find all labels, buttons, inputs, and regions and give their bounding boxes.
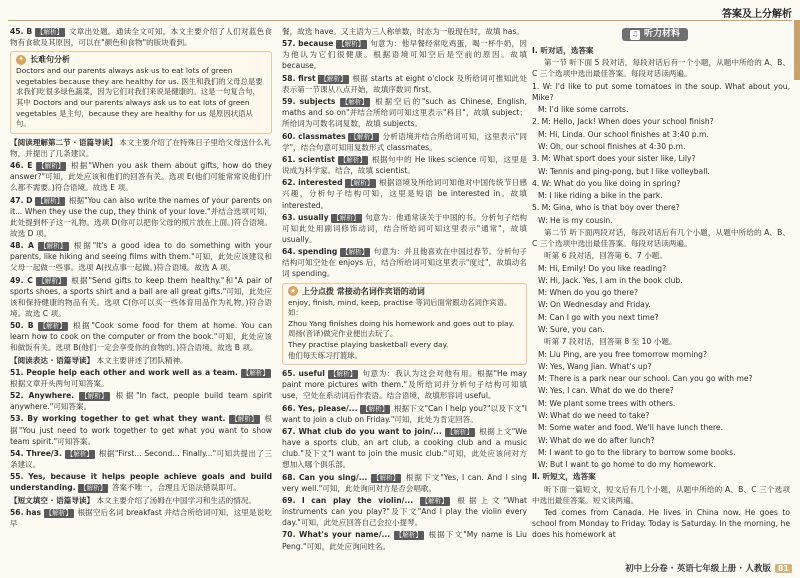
answer-number: 54. (10, 448, 24, 458)
answer-number: 67. (282, 427, 296, 437)
column-middle (282, 26, 527, 556)
box-title (16, 54, 266, 65)
section-text: 本文主要介绍了在特殊日子里给父母送什么礼物，并提出了几条建议。 (10, 137, 272, 158)
answer-number: 62. (282, 178, 296, 188)
long-sentence-box (10, 51, 272, 134)
answer-number: 63. (282, 212, 296, 222)
analysis-tag: 【解析】 (395, 531, 422, 540)
answer-70 (282, 529, 527, 551)
answer-text: 根据下文"My name is Liu Peng."可知，此处应询问姓名。 (282, 530, 527, 551)
answer-key: subjects (299, 97, 336, 107)
listening-banner (622, 28, 688, 41)
box-title-text: 长难句分析 (30, 55, 70, 65)
analysis-tag: 【解析】 (421, 497, 448, 505)
answer-key: Three/3. (26, 448, 62, 458)
section-header-reading (10, 355, 272, 366)
analysis-tag: 【解析】 (333, 213, 360, 222)
answer-key: What club do you want to join/... (298, 427, 442, 437)
answer-number: 48. A (10, 241, 34, 251)
tip-line-5: 他们每天练习打篮球。 (288, 350, 362, 360)
dialogue-7-line-4: W: Yes, I can. What do we do there? (538, 386, 674, 396)
answer-text: 根据"Cook some food for them at home. You can learn how to cook on the computer or from the book."可知，此处应该和做饭有关。选项 B(他们一定会享受你的食物的。)符合语境。故选 B 项。 (10, 321, 272, 353)
tip-line-1: enjoy, finish, mind, keep, practise 等词后面常跟动名词作宾语。如： (288, 297, 512, 318)
answer-key: I can play the violin/... (301, 496, 414, 505)
conversation-3-line-2: W: Tennis and ping-pong, but I like volleyball. (538, 166, 710, 176)
page-number: 81 (775, 564, 792, 573)
answer-key: scientist (298, 154, 335, 164)
answer-number: 45. B (10, 27, 33, 36)
conversation-3-line-1: 3. M: What sport does your sister like, Lily? (532, 154, 696, 164)
answer-text: 根据"You just need to work together to get what you want to show team spirit."可知答案。 (10, 414, 272, 446)
answer-number: 51. (10, 367, 24, 377)
analysis-tag: 【解析】 (341, 98, 368, 107)
answer-67 (282, 426, 527, 470)
answer-55 (10, 471, 272, 493)
answer-number: 61. (282, 154, 296, 164)
tip-line-3: 周扬(音译)做完作业便出去玩了。 (288, 329, 398, 339)
analysis-tag: 【解析】 (350, 132, 377, 141)
answer-number: 57. (282, 39, 296, 49)
section-header-2 (10, 137, 272, 159)
answer-number: 69. (282, 496, 296, 505)
box-title (288, 286, 521, 297)
answer-66 (282, 403, 527, 425)
answer-text: 根据"It's a good idea to do something with your parents, like hiking and seeing films with them."可知，此处应该建议和父母一起做一些事。选项 A(找点事一起做。)符合语境。故选 A 项。 (10, 241, 272, 273)
analysis-tag: 【解析】 (361, 404, 389, 413)
answer-key: useful (298, 369, 325, 379)
answer-text: 根据空后名词 breakfast 并结合所给词可知，这里是说吃早 (10, 507, 272, 528)
answer-51 (10, 367, 272, 389)
answer-68 (282, 472, 527, 494)
answer-key: interested (298, 178, 343, 188)
analysis-tag: 【解析】 (372, 473, 400, 482)
dialogue-6-line-3: M: When do you go there? (538, 288, 638, 298)
dialogue-7-line-2: W: Yes, Wang Jian. What's up? (538, 361, 652, 371)
answer-text: 根据"First... Second... Finally..."可知共提出了三条建议。 (10, 448, 272, 469)
dialogue-6-line-5: M: Can I go with you next time? (538, 312, 659, 322)
answer-number: 53. (10, 414, 24, 424)
answer-text: 根据"You can also write the names of your parents on it... When they use the cup, they think of your love."并结合选项可知，此处提到杯子这一礼物。选项 D(你可以把你父母的照片放在上面。)符合语境。故选 D 项。 (10, 195, 272, 238)
analysis-tag: 【解析】 (36, 28, 64, 36)
answer-number: 47. D (10, 195, 33, 205)
footer (8, 562, 792, 574)
answer-number: 68. (282, 472, 296, 482)
answer-number: 49. C (10, 275, 33, 285)
header-rule (8, 20, 792, 21)
section-label: 【阅读理解第二节 · 语篇导读】 (10, 137, 117, 147)
answer-50 (10, 320, 272, 353)
analysis-tag: 【解析】 (242, 368, 269, 377)
answer-60 (282, 131, 527, 153)
analysis-tag: 【解析】 (320, 74, 347, 83)
dialogue-7-line-5: M: We plant some trees with others. (538, 398, 676, 408)
answer-text: 句意为：他通常读关于中国的书。分析句子结构可知此处用副词修饰动词，结合所给词可知这里表示"通常"，故填 usually。 (282, 212, 527, 244)
answer-61 (282, 154, 527, 176)
section-label: 【短文填空 · 语篇导读】 (10, 495, 95, 505)
analysis-tag: 【解析】 (66, 449, 94, 458)
answer-46 (10, 160, 272, 193)
banner-text: 听力材料 (644, 29, 681, 39)
answer-number: 46. E (10, 161, 33, 171)
tip-line-4: They practise playing basketball every day. (288, 340, 449, 350)
dialogue-7-line-8: W: What do we do after lunch? (538, 435, 655, 445)
footer-text: 初中上分卷 · 英语七年级上册 · 人教版 (625, 564, 771, 574)
lightbulb-icon: ✦ (16, 55, 26, 65)
dialogue-7-title: 听第 7 段对话，回答第 8 至 10 小题。 (544, 337, 677, 347)
analysis-tag: 【解析】 (40, 242, 67, 251)
answer-number: 50. B (10, 321, 34, 331)
answer-48 (10, 240, 272, 273)
answer-key: spending (297, 247, 338, 257)
star-icon: ★ (289, 286, 297, 295)
analysis-tag: 【解析】 (80, 484, 107, 493)
answer-number: 58. (282, 73, 296, 83)
conversation-5-line-1: 5. M: Gina, who is that boy over there? (532, 203, 680, 213)
analysis-tag: 【解析】 (38, 276, 65, 285)
analysis-tag: 【解析】 (329, 370, 357, 379)
conversation-1-line-1: 1. W: I'd like to put some tomatoes in the soup. What about you, Mike? (532, 81, 790, 102)
analysis-tag: 【解析】 (45, 508, 72, 517)
analysis-tag: 【解析】 (38, 162, 65, 171)
dialogue-6-line-1: M: Hi, Emily! Do you like reading? (538, 263, 667, 273)
answer-59 (282, 96, 527, 129)
conversation-4-line-2: M: I like riding a bike in the park. (538, 191, 663, 201)
conversation-2-line-3: W: Oh, our school finishes at 4:30 p.m. (538, 141, 686, 151)
section-1-intro: 第一节 听下面 5 段对话，每段对话后有一个小题，从题中所给的 A、B、C 三个选项中选出最佳答案。每段对话读两遍。 (532, 58, 790, 79)
analysis-tag: 【解析】 (446, 428, 474, 437)
answer-58 (282, 73, 527, 95)
answer-49 (10, 275, 272, 319)
answer-number: 52. (10, 391, 24, 401)
answer-56 (10, 507, 272, 529)
dialogue-6-line-4: W: On Wednesday and Friday. (538, 300, 651, 310)
answer-key: classmates (298, 131, 346, 141)
answer-text: 根据空后的"such as Chinese, English, maths and so on"并结合所给词可知这里表示"科目"，故填 subject；所给词为可数名词复数，故填 subjects。 (282, 97, 527, 129)
dialogue-7-line-1: M: Liu Ping, are you free tomorrow morning? (538, 349, 708, 359)
section-label: 【阅读表达 · 语篇导读】 (10, 355, 95, 365)
answer-text: 根据下文"Can I help you?"以及下文"I want to join a club on Friday."可知，此处为肯定回答。 (282, 403, 527, 424)
answer-text: 根据文章开头两句可知答案。 (10, 378, 109, 388)
answer-key: usually (298, 212, 329, 222)
answer-number: 64. (282, 247, 296, 257)
analysis-tag: 【解析】 (338, 40, 365, 49)
listening-section-1: Ⅰ. 听对话，选答案 (532, 46, 594, 56)
answer-key: Yes, because it helps people achieve goals and build understanding. (10, 472, 272, 493)
section-text: 本文主要介绍了汤姆在中国学习和生活的情况。 (96, 495, 256, 505)
answer-key: Can you sing/... (298, 472, 368, 482)
analysis-tag: 【解析】 (347, 179, 374, 188)
section-header-cloze (10, 495, 272, 506)
dialogue-6-title: 听第 6 段对话，回答第 6、7 小题。 (544, 251, 667, 261)
answer-text: 根据"When you ask them about gifts, how do they answer?"可知，此处应该和他们的回答有关。选项 E(他们可能常常说他们什么都不需要。)符合语境。故选 E 项。 (10, 161, 272, 193)
analysis-tag: 【解析】 (39, 322, 66, 331)
answer-text: 句意为：我认为这会对他有用。根据"He may paint more pictures with them."及所给词并分析句子结构可知填 use，空处在系动词后作表语。结合语境，故填形容词 useful。 (282, 369, 527, 401)
answer-key: What's your name/... (298, 530, 391, 540)
answer-text: 答案不唯一，合理且无语法错误即可。 (111, 483, 241, 493)
answer-text: 根据下文"Yes, I can. And I sing very well."可知，此处询问对方是否会唱歌。 (282, 472, 527, 493)
answer-number: 70. (282, 530, 296, 540)
dialogue-7-line-7: M: Some water and food. We'll have lunch there. (538, 423, 723, 433)
conversation-4-line-1: 4. W: What do you like doing in spring? (532, 178, 681, 188)
headphone-icon: ♫ (631, 30, 639, 38)
answer-52 (10, 390, 272, 412)
answer-text: 分析语境并结合所给词可知，这里表示"同学"，结合句意可知用复数形式 classmates。 (282, 131, 527, 152)
answer-53 (10, 413, 272, 446)
answer-text: 根据上文"We have a sports club, an art club, a cooking club and a music club."及下文"I want to join the music club."可知，此处应该问对方想加入哪个俱乐部。 (282, 427, 527, 470)
answer-text: 根据上文"What instruments can you play?"及下文"And I play the violin every day."可知，此处应回答自己会拉小提琴。 (282, 496, 527, 528)
analysis-tag: 【解析】 (341, 248, 369, 257)
answer-number: 55. (10, 472, 24, 482)
answer-56-cont: 餐，故选 have。又主语为三人称单数，时态为一般现在时，故填 has。 (282, 27, 524, 36)
conversation-2-line-1: 2. M: Hello, Jack! When does your school finish? (532, 117, 714, 127)
section-2-intro: 第二节 听下面两段对话，每段对话后有几个小题，从题中所给的 A、B、C 三个选项中选出最佳答案。每段对话读两遍。 (532, 227, 790, 249)
answer-47 (10, 195, 272, 239)
answer-key: By working together to get what they want. (27, 414, 226, 424)
section-text: 本文主要讲述了团队精神。 (96, 355, 188, 365)
answer-key: Anywhere. (28, 391, 75, 401)
answer-number: 65. (282, 369, 296, 379)
answer-text: 根据"In fact, people build team spirit anywhere."可知答案。 (10, 391, 272, 412)
column-right (532, 26, 790, 556)
answer-45 (10, 26, 272, 48)
column-left (10, 26, 272, 556)
answer-key: People help each other and work well as a team. (26, 367, 238, 377)
answer-64 (282, 246, 527, 279)
analysis-tag: 【解析】 (339, 155, 367, 164)
conversation-2-line-2: M: Hi, Linda. Our school finishes at 3:40 p.m. (538, 129, 709, 139)
answer-text: 句意为：并且他喜欢在中国过春节。分析句子结构可知空处在 enjoys 后，结合所给词可知这里表示"度过"，故填动名词 spending。 (282, 247, 527, 279)
dialogue-7-line-9: M: I want to go to the library to borrow some books. (538, 447, 736, 457)
answer-65 (282, 368, 527, 401)
answer-text: 句意为：他早餐经常吃鸡蛋，喝一杯牛奶，因为他认为它们很健康。根据语境可知空后是空前的原因。故填 because。 (282, 39, 527, 71)
analysis-tag: 【解析】 (231, 415, 258, 424)
answer-number: 56. (10, 507, 24, 517)
conversation-5-line-2: W: He is my cousin. (538, 215, 613, 225)
header-title: 答案及上分解析 (722, 9, 792, 20)
tip-line-2: Zhou Yang finishes doing his homework and goes out to play. (288, 318, 515, 328)
answer-number: 66. (282, 403, 296, 413)
dialogue-7-line-10: W: But I want to go home to do my homework. (538, 460, 716, 470)
tip-box (282, 283, 527, 366)
answer-63 (282, 212, 527, 245)
answer-key: first (298, 73, 316, 83)
answer-key: because (298, 39, 334, 49)
dialogue-6-line-6: W: Sure, you can. (538, 325, 605, 334)
side-tab (794, 20, 800, 80)
listening-section-2: Ⅱ. 听短文，选答案 (532, 472, 596, 482)
answer-69 (282, 495, 527, 528)
answer-text: 根据句中的 He likes science 可知，这里是说成为科学家。结合，故填 scientist。 (282, 154, 527, 176)
dialogue-7-line-3: M: There is a park near our school. Can you go with me? (538, 374, 753, 384)
answer-text: 根据"Send gifts to keep them healthy."和"A pair of sports shoes, a sports shirt and a ball are all great gifts."可知，此处应该和保持健康的物品有关。选项 C(你可以买一些体育用品作为礼物。)符合语境。故选 C 项。 (10, 275, 272, 318)
answer-text: 根据 starts at eight o'clock 及所给词可推知此处表示第一节课从八点开始，故填序数词 first。 (282, 73, 527, 94)
answer-number: 60. (282, 131, 296, 141)
box-title-text: 上分点拨 常接动名词作宾语的动词 (302, 286, 425, 296)
dialogue-7-line-6: W: What do we need to take? (538, 410, 650, 420)
answer-key: has (25, 507, 42, 517)
dialogue-6-line-2: W: Hi, Jack. Yes, I am in the book club. (538, 275, 683, 285)
answer-62 (282, 177, 527, 210)
answer-57 (282, 38, 527, 71)
analysis-tag: 【解析】 (81, 392, 108, 401)
answer-54 (10, 448, 272, 470)
section-3-intro: 听下面一篇短文，短文后有几个小题，从题中所给的 A、B、C 三个选项中选出最佳答案。短文读两遍。 (532, 484, 790, 505)
conversation-1-line-2: M: I'd like some carrots. (538, 105, 629, 115)
box-content: Doctors and our parents always ask us to eat lots of green vegetables because they are healthy for us. 医生和我们的父母总是要求我们吃很多绿色蔬菜，因为它们对我们来说是健康的。这是一句复合句，其中 Doctors and our parents always ask us to eat lots of green vegetables 是主句，because they are healthy for us 是原因状语从句。 (16, 66, 263, 129)
analysis-tag: 【解析】 (36, 196, 64, 205)
answer-text: 根据语境及所给词可知他对中国传统节日感兴趣，分析句子结构可知，这里是短语 be interested in。故填 interested。 (282, 178, 527, 210)
answer-number: 59. (282, 97, 296, 107)
passage-paragraph: Ted comes from Canada. He lives in China now. He goes to school from Monday to Friday. Today is Saturday. In the morning, he does his homework at (532, 508, 790, 540)
answer-key: Yes, please/... (297, 403, 358, 413)
answer-text: 文章出处题。通读全文可知，本文主要介绍了人们对蓝色食物有食欲及其原因，可以在"颜色和食物"的版块看到。 (10, 27, 272, 48)
